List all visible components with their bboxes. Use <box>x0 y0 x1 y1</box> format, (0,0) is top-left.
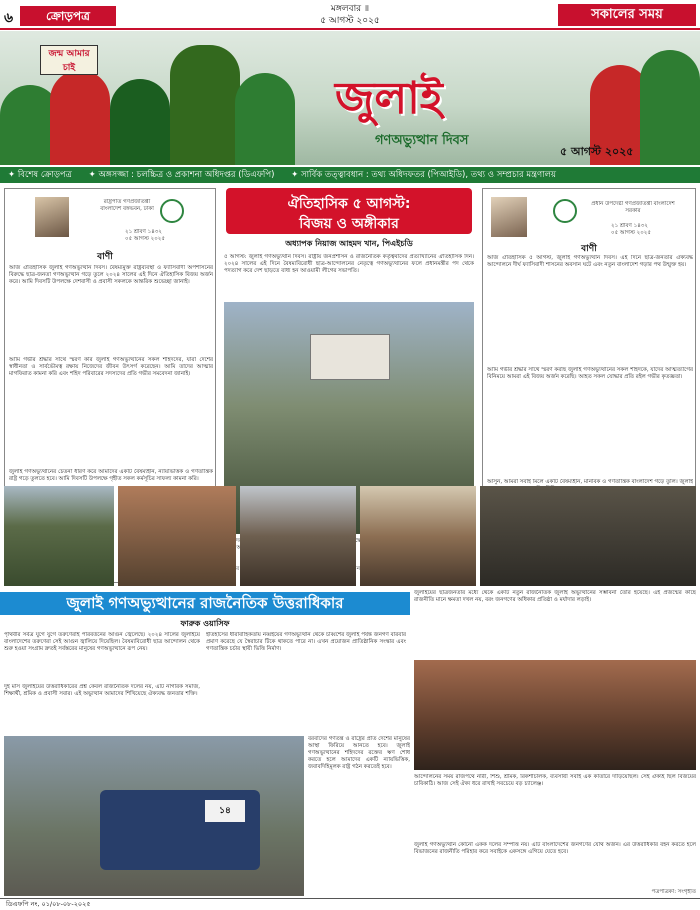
ribbon-item-supervision: সার্বিক তত্ত্বাবধান : তথ্য অধিদফতর (পিআইডি), তথ্য ও সম্প্রচার মন্ত্রণালয় <box>300 170 556 180</box>
center-author: অধ্যাপক নিয়াজ আহমদ খান, পিএইচডি <box>285 239 413 248</box>
article-paragraph: দেড় <box>233 538 243 544</box>
banner-subtitle: গণঅভ্যুত্থান দিবস <box>375 133 469 148</box>
newspaper-logo: সকালের সময় <box>558 4 696 26</box>
leader-illustration <box>170 45 240 165</box>
message-title: বাণী <box>97 252 113 262</box>
article-paragraph: বরবাদের গণতন্ত্র ও রাষ্ট্রের প্রতি দেশের মানুষের আস্থা ফিরিয়ে আনতে হবে। জুলাই গণঅভ্যুত্থানের শহিদদের রক্তের ঋণ শোধ করতে হলে আমাদের একটি ন্যায়ভিত্তিক, জবাবদিহিমূলক রাষ্ট্র গঠন করতেই হবে। <box>308 736 410 770</box>
message-title: বাণী <box>581 244 597 254</box>
apc-number-plate: ১৪ <box>205 800 245 822</box>
lower-author: ফারুক ওয়াসিফ <box>180 619 230 628</box>
date-label: ৫ আগস্ট ২০২৫ <box>320 16 380 26</box>
building-shape <box>310 334 390 380</box>
ribbon-star-icon: ✦ <box>8 170 18 180</box>
message-paragraph: আমি গভীর শ্রদ্ধার সাথে স্মরণ করছি জুলাই গণঅভ্যুত্থানের সকল শহিদকে, যাদের আত্মত্যাগের বিনিময়ে আমরা এই বিজয় অর্জন করেছি। আহত সকল যোদ্ধার প্রতি রইল গভীর কৃতজ্ঞতা। <box>487 367 693 380</box>
article-paragraph: জুলাইয়ের ছাত্রজনতার মধ্যে থেকে একটি নতুন রাজনৈতিক জুলাই অভ্যুত্থানের সম্ভাবনা তৈরি হয়েছে। এই প্রজন্মের কাছে রাজনীতি মানে ক্ষমতা দখল নয়, বরং জনগণের অধিকার প্রতিষ্ঠা ও মর্যাদার লড়াই। <box>414 590 696 603</box>
credits-ribbon <box>0 167 700 183</box>
crowd-illustration <box>235 73 295 165</box>
lower-headline-banner: জুলাই গণঅভ্যুত্থানের রাজনৈতিক উত্তরাধিকার <box>0 592 410 615</box>
july-uprising-banner <box>0 31 700 165</box>
message-paragraph: আজ ঐতিহাসিক জুলাই গণঅভ্যুত্থান দিবস। বৈষম্যমুক্ত রাষ্ট্রব্যবস্থা ও ফ্যাসিবাদী অপশাসনের বিরুদ্ধে ছাত্র-জনতা গণঅভ্যুত্থান গড়ে তুলে ২০২৪ সালের এই দিনে ঐতিহাসিক বিজয় অর্জন করে। আমি দিবসটি উপলক্ষে দেশবাসী ও প্রবাসী সকলকে আন্তরিক শুভেচ্ছা জানাই। <box>9 265 213 285</box>
article-paragraph: ইতিহাসের ধারাবাহিকতায় নব্বইয়ের গণঅভ্যুত্থান থেকে চব্বিশের জুলাই পর্যন্ত জনগণ বারবার প্রমাণ করেছে যে স্বৈরাচার টিকে থাকতে পারে না। এখন প্রয়োজন প্রাতিষ্ঠানিক সংস্কার এবং গণতান্ত্রিক চর্চার স্থায়ী ভিত্তি নির্মাণ। <box>206 632 406 652</box>
page-number: ৬ <box>4 10 14 26</box>
message-org: প্রধান উপদেষ্টা গণপ্রজাতন্ত্রী বাংলাদেশ সরকার <box>591 201 675 214</box>
president-portrait <box>35 197 69 237</box>
ribbon-star-icon: ✦ <box>291 170 301 180</box>
section-label: ক্রোড়পত্র <box>20 6 116 26</box>
message-paragraph: আমি গভীর শ্রদ্ধার সাথে স্মরণ করি জুলাই গণঅভ্যুত্থানের সকল শহিদদের, যারা দেশের স্বাধীনতা ও সার্বভৌমত্ব রক্ষায় নিজেদের জীবন উৎসর্গ করেছেন। আমি তাদের আত্মার মাগফিরাত কামনা করি এবং শহিদ পরিবারের সদস্যদের প্রতি গভীর সমবেদনা জানাই। <box>9 357 213 377</box>
message-org: রাষ্ট্রপতি গণপ্রজাতন্ত্রী বাংলাদেশ বঙ্গভবন, ঢাকা <box>100 199 154 212</box>
message-date-bn: ২১ শ্রাবণ ১৪৩২ <box>125 229 162 235</box>
footer-reference: ডিএফপি নং, ০১/০৮-০৮-২০২৫ <box>0 898 700 910</box>
protest-crowd-photo <box>118 486 236 586</box>
ribbon-star-icon: ✦ <box>88 170 99 180</box>
chief-adviser-portrait <box>491 197 527 237</box>
masthead <box>0 0 700 30</box>
message-date-en: ০৫ আগস্ট ২০২৫ <box>125 236 165 242</box>
message-date-bn: ২১ শ্রাবণ ১৪৩২ <box>611 223 648 229</box>
article-paragraph: আন্দোলনের সময় রাজপথে নারী, শিশু, শ্রমিক, রিকশাচালক, ব্যবসায়ী সবাই এক কাতারে দাঁড়িয়েছিল। সেই ঐক্যই ছিল বিজয়ের চাবিকাঠি। আজ সেই ঐক্য ধরে রাখাই সবচেয়ে বড় চ্যালেঞ্জ। <box>414 774 696 787</box>
banner-date: ৫ আগস্ট ২০২৫ <box>560 145 634 158</box>
street-crowd-photo <box>4 486 114 586</box>
day-label: মঙ্গলবার ॥ <box>330 4 370 14</box>
center-headline-line1: ঐতিহাসিক ৫ আগস্ট: <box>287 196 411 212</box>
celebration-photo <box>360 486 476 586</box>
message-paragraph: জুলাই গণঅভ্যুত্থানের চেতনা ধারণ করে আমাদের একটি বৈষম্যহীন, ন্যায়ভিত্তিক ও গণতান্ত্রিক রাষ্ট্র গড়ে তুলতে হবে। আমি দিবসটি উপলক্ষে গৃহীত সকল কর্মসূচির সাফল্য কামনা করি। <box>9 469 213 482</box>
protest-placard: জন্ম আমার চাই <box>40 45 98 75</box>
message-paragraph: আজ ঐতিহাসিক ৫ আগস্ট, জুলাই গণঅভ্যুত্থান দিবস। এই দিনে ছাত্র-জনতার ঐক্যবদ্ধ আন্দোলনে দীর্ঘ ফ্যাসিবাদী শাসনের অবসান ঘটে এবং নতুন বাংলাদেশ গড়ার পথ উন্মুক্ত হয়। <box>487 255 693 268</box>
banner-title: জুলাই <box>335 73 443 124</box>
crowd-illustration <box>110 79 170 165</box>
photo-credit: পত্রপত্রিকা: সংগৃহীত <box>651 889 696 895</box>
crowd-illustration <box>50 70 110 165</box>
message-date-en: ০৫ আগস্ট ২০২৫ <box>611 230 651 236</box>
injured-protester-photo <box>414 660 696 770</box>
crowd-illustration <box>640 50 700 165</box>
issue-date <box>290 3 410 27</box>
ribbon-item-design: অঙ্গসজ্জা : চলচ্চিত্র ও প্রকাশনা অধিদপ্তর (ডিএফপি) <box>98 170 275 180</box>
march-photo <box>480 486 696 586</box>
article-paragraph: ৫ আগস্ট: জুলাই গণঅভ্যুত্থান দিবস। রাষ্ট্রীয় জনপ্রশাসন ও রাজনৈতিক কর্তৃত্ববাদের প্রত্যাখ্যানের ঐতিহাসিক দিন। ২০২৪ সালের এই দিনে বৈষম্যবিরোধী ছাত্র-আন্দোলনের নেতৃত্বে গণঅভ্যুত্থানের ফলে প্রধানমন্ত্রীর পদ থেকে পদত্যাগ করে দেশ ছাড়তে বাধ্য হন আওয়ামী লীগের সভাপতি। <box>224 254 474 274</box>
article-paragraph: দুই মাস জুলাইয়ের উত্তরাধিকারের প্রশ্ন কেবল রাজনৈতিক দলের নয়, এটি নাগরিক সমাজ, শিক্ষার্থী, শ্রমিক ও প্রবাসী সবার। এই অভ্যুত্থান আমাদের শিখিয়েছে ঐক্যবদ্ধ জনতার শক্তি। <box>4 684 200 697</box>
govt-emblem-icon <box>553 199 577 223</box>
ribbon-item-special: বিশেষ ক্রোড়পত্র <box>17 170 72 180</box>
article-paragraph: জুলাই গণঅভ্যুত্থান কোনো একক দলের সম্পত্তি নয়। এটি বাংলাদেশের জনগণের যৌথ অর্জন। এর উত্তরাধিকার বহন করতে হলে বিভাজনের রাজনীতি পরিহার করে সবাইকে একসঙ্গে এগিয়ে যেতে হবে। <box>414 842 696 855</box>
center-headline-line2: বিজয় ও অঙ্গীকার <box>299 216 399 232</box>
rally-photo <box>240 486 356 586</box>
state-emblem-icon <box>160 199 184 223</box>
article-paragraph: পৃথিবীর সর্বত্র যুগে যুগে তরুণেরাই পরিবর্তনের আগুন জ্বেলেছে। ২০২৪ সালের জুলাইয়ে বাংলাদেশের তরুণেরা সেই আগুন জ্বালিয়ে দিয়েছিল। বৈষম্যবিরোধী ছাত্র আন্দোলন থেকে শুরু হওয়া সংগ্রাম দ্রুতই সর্বস্তরের মানুষের গণঅভ্যুত্থানে রূপ নেয়। <box>4 632 200 652</box>
message-paragraph: আসুন, আমরা সবাই মিলে একটি বৈষম্যহীন, মানবিক ও গণতান্ত্রিক বাংলাদেশ গড়ে তুলি। জুলাই <box>487 479 693 485</box>
